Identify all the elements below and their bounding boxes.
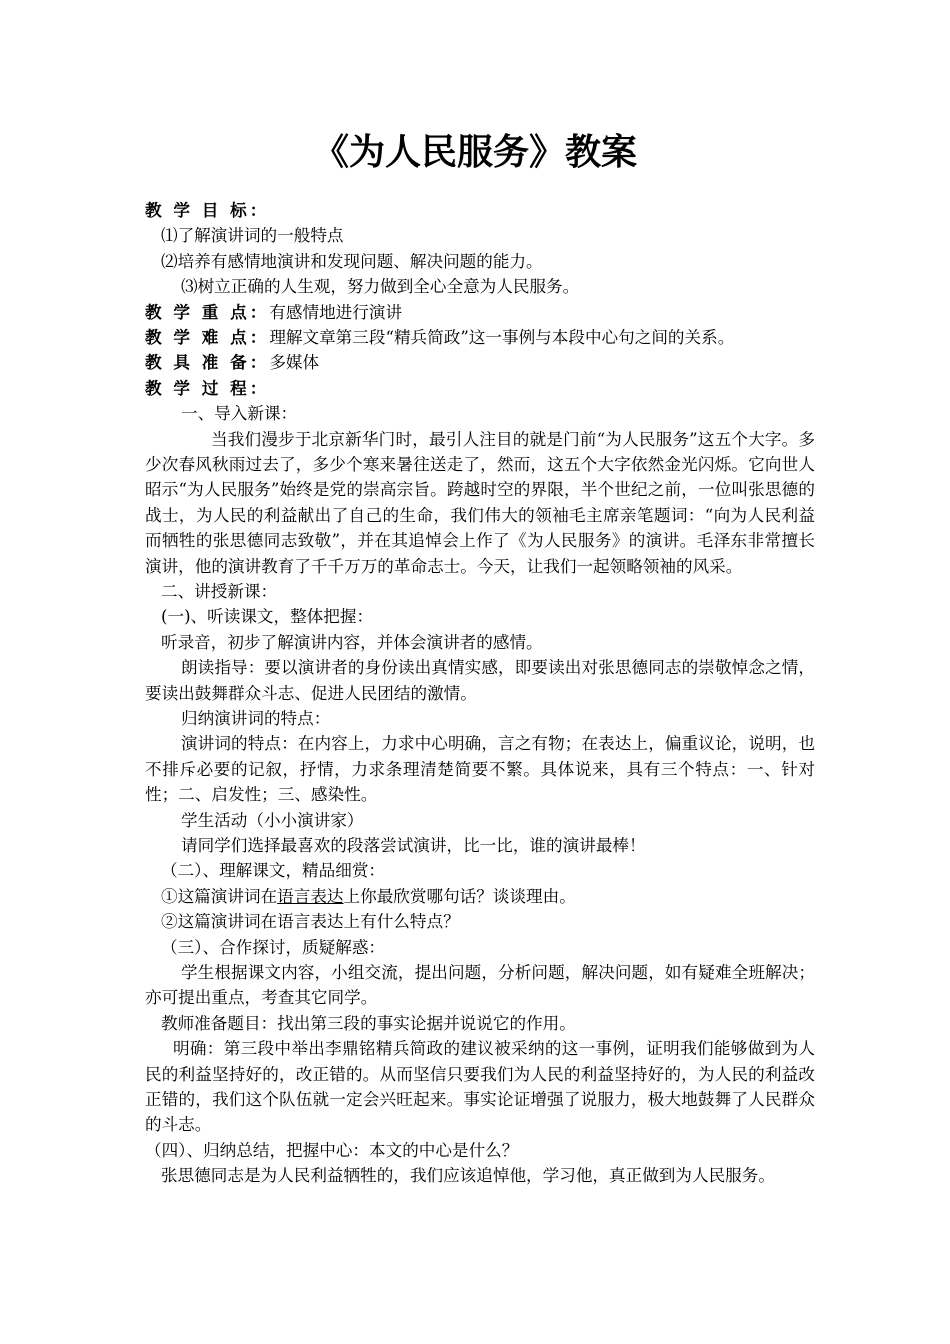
section-1-activity-text: 请同学们选择最喜欢的段落尝试演讲，比一比，谁的演讲最棒！ bbox=[181, 835, 646, 855]
document-body bbox=[145, 198, 815, 1189]
section-1-listen: 听录音，初步了解演讲内容，并体会演讲者的感情。 bbox=[161, 632, 543, 652]
key-point-text: 有感情地进行演讲 bbox=[269, 302, 403, 322]
document-title: 《为人民服务》教案 bbox=[312, 131, 637, 173]
difficulty-text: 理解文章第三段“精兵简政”这一事例与本段中心句之间的关系。 bbox=[269, 327, 735, 347]
section-3-heading: （三）、合作探讨，质疑解惑： bbox=[161, 937, 386, 957]
materials-text: 多媒体 bbox=[269, 353, 320, 373]
intro-paragraph: 当我们漫步于北京新华门时，最引人注目的就是门前“为人民服务”这五个大字。多少次春风秋雨过去了，多少个寒来暑往送走了，然而，这五个大字依然金光闪烁。它向世人昭示“为人民服务”始终是党的崇高宗旨。跨越时空的界限，半个世纪之前，一位叫张思德的战士，为人民的利益献出了自己的生命，我们伟大的领袖毛主席亲笔题词：“向为人民利益而牺牲的张思德同志致敬”，并在其追悼会上作了《为人民服务》的演讲。毛泽东非常擅长演讲，他的演讲教育了千千万万的革命志士。今天，让我们一起领略领袖的风采。 bbox=[145, 429, 815, 576]
section-1-guide: 朗读指导：要以演讲者的身份读出真情实感，即要读出对张思德同志的崇敬悼念之情，要读出鼓舞群众斗志、促进人民团结的激情。 bbox=[145, 658, 815, 703]
process-heading: 教 学 过 程： bbox=[145, 377, 270, 398]
q1-prefix: ①这篇演讲词在 bbox=[161, 886, 278, 906]
teach-heading: 二、讲授新课： bbox=[161, 581, 278, 601]
section-1-heading: (一)、听读课文，整体把握： bbox=[161, 607, 374, 627]
section-4-heading: （四）、归纳总结，把握中心：本文的中心是什么？ bbox=[145, 1140, 519, 1160]
section-1-features: 演讲词的特点：在内容上，力求中心明确，言之有物；在表达上，偏重议论，说明，也不排斥必要的记叙，抒情，力求条理清楚简要不繁。具体说来，具有三个特点：一、针对性；二、启发性；三、感染性。 bbox=[145, 734, 815, 805]
materials-row bbox=[145, 350, 815, 375]
objective-item: ⑶树立正确的人生观，努力做到全心全意为人民服务。 bbox=[181, 277, 580, 297]
objective-item: ⑵培养有感情地演讲和发现问题、解决问题的能力。 bbox=[161, 251, 543, 271]
section-1-activity: 学生活动（小小演讲家） bbox=[181, 810, 364, 830]
section-4-text: 张思德同志是为人民利益牺牲的，我们应该追悼他，学习他，真正做到为人民服务。 bbox=[161, 1166, 775, 1186]
key-point-row bbox=[145, 300, 815, 325]
difficulty-row bbox=[145, 325, 815, 350]
intro-heading: 一、导入新课： bbox=[181, 404, 298, 424]
objective-item: ⑴了解演讲词的一般特点 bbox=[161, 226, 344, 246]
q1-suffix: 上你最欣赏哪句话？谈谈理由。 bbox=[343, 886, 576, 906]
difficulty-label: 教 学 难 点： bbox=[145, 326, 270, 347]
section-2-question-1 bbox=[145, 884, 815, 909]
section-3-answer: 明确：第三段中举出李鼎铭精兵简政的建议被采纳的这一事例，证明我们能够做到为人民的利益坚持好的，改正错的。从而坚信只要我们为人民的利益坚持好的，为人民的利益改正错的，我们这个队伍就一定会兴旺起来。事实论证增强了说服力，极大地鼓舞了人民群众的斗志。 bbox=[145, 1039, 815, 1135]
section-2-question-2: ②这篇演讲词在语言表达上有什么特点？ bbox=[161, 912, 460, 932]
key-point-label: 教 学 重 点： bbox=[145, 301, 270, 322]
materials-label: 教 具 准 备： bbox=[145, 352, 270, 373]
section-1-summary-heading: 归纳演讲词的特点： bbox=[181, 708, 331, 728]
section-3-teacher: 教师准备题目：找出第三段的事实论据并说说它的作用。 bbox=[161, 1013, 576, 1033]
section-3-text: 学生根据课文内容，小组交流，提出问题，分析问题，解决问题，如有疑难全班解决；亦可提出重点，考查其它同学。 bbox=[145, 962, 815, 1008]
section-2-heading: （二）、理解课文，精品细赏： bbox=[161, 861, 386, 881]
q1-underlined: 语言表达 bbox=[277, 886, 344, 906]
objectives-heading: 教 学 目 标： bbox=[145, 200, 270, 220]
